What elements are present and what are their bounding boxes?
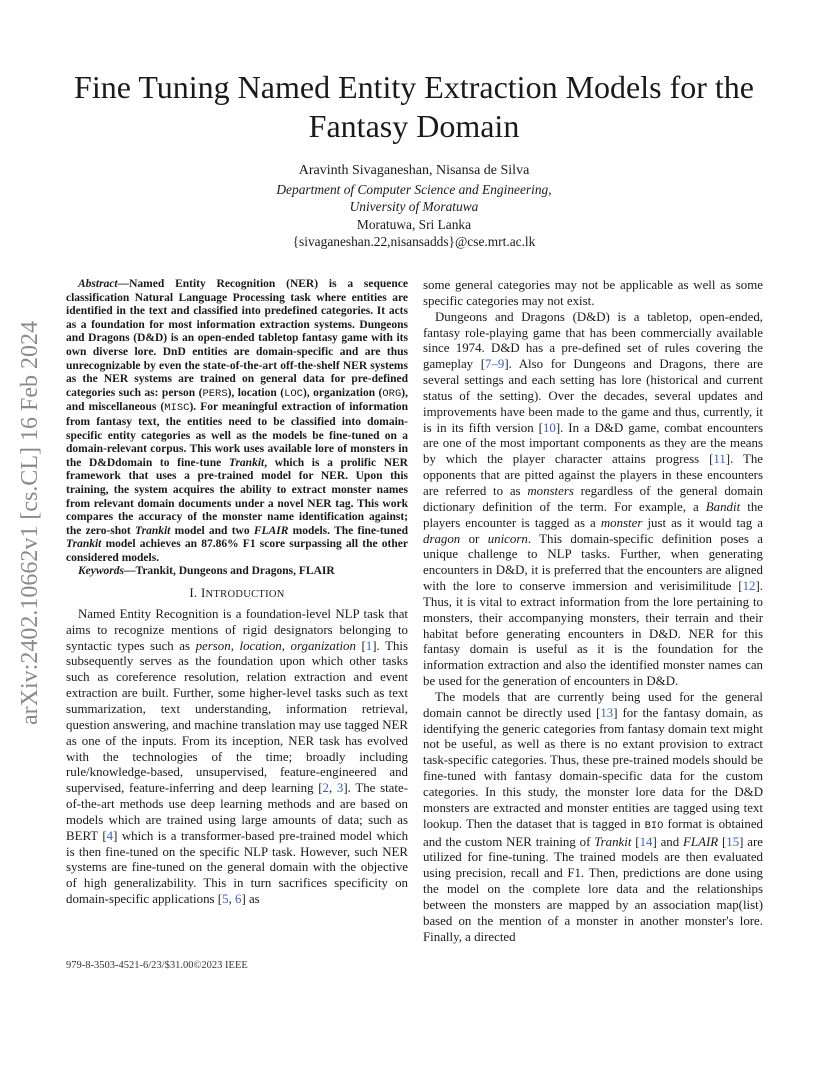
- citation-link[interactable]: 15: [726, 834, 740, 849]
- paper-title: Fine Tuning Named Entity Extraction Models for the Fantasy Domain: [74, 69, 754, 144]
- tag-pers: PERS: [202, 387, 228, 400]
- body-text: ]. In a D&D game, combat encounters are one of the most important components as they are the means by which the player character attains progress [: [423, 420, 763, 467]
- body-text: ] as: [241, 892, 260, 907]
- author-email: {sivaganeshan.22,nisansadds}@cse.mrt.ac.lk: [292, 234, 536, 249]
- body-text: Named Entity Recognition is a foundation-level NLP task that aims to recognize mentions of rigid designators belonging to syntactic types such as: [66, 606, 408, 653]
- body-text: or: [460, 531, 488, 546]
- body-text: just as it would tag a: [642, 515, 763, 530]
- body-text: the players encounter is tagged as a: [423, 499, 763, 530]
- models-paragraph: [423, 690, 763, 946]
- body-text: Dungeons and Dragons (D&D) is a tabletop, open-ended, fantasy role-playing game that has been commercially available since 1974. D&D has a pre-defined set of rules covering the gameplay [: [423, 309, 763, 372]
- abstract-text: ), and miscellaneous (: [66, 386, 408, 414]
- abstract-text: ), organization (: [302, 386, 383, 399]
- dnd-paragraph: [423, 310, 763, 690]
- body-text: ]. Thus, it is vital to extract information from the lore pertaining to monsters, their accompanying monsters, their terrain and their habitat before generating encounters in D&D. NER for this fantasy domain is useful as it is the foundation for the information extraction and also the identified monster names can be used for the generation of encounters in D&D.: [423, 579, 763, 689]
- abstract-trankit: Trankit: [135, 524, 171, 537]
- tag-loc: LOC: [284, 387, 303, 400]
- tag-misc: MISC: [164, 402, 190, 415]
- keywords-text: —Trankit, Dungeons and Dragons, FLAIR: [124, 565, 335, 578]
- abstract-text: , which is a prolific NER framework that uses a pre-trained model for NER. Upon this training, the system acquires the ability to extract monster names from relevant domain documents under a novel NER tag. This work compares the accuracy of the monster name identification against; the zero-shot: [66, 456, 408, 537]
- body-text: [: [718, 834, 727, 849]
- section-title: NTRODUCTION: [205, 589, 285, 601]
- body-text: ,: [328, 781, 337, 796]
- body-emphasis: monster: [600, 515, 643, 530]
- left-column: [66, 278, 408, 908]
- abstract-text: —Named Entity Recognition (NER) is a sequence classification Natural Language Processing task where entities are identified in the text and classified into predefined categories. It acts as a foundation for most information extraction systems. Dungeons and Dragons (D&D) is an open-ended tabletop fantasy game with its own diverse lore. DnD entities are domain-specific and are thus unrecognizable by even the state-of-the-art off-the-shelf NER systems as the NER systems are trained on general data for pre-defined categories such as: person (: [66, 278, 408, 399]
- body-emphasis: Trankit: [594, 834, 632, 849]
- copyright-footnote: 979-8-3503-4521-6/23/$31.00©2023 IEEE: [66, 960, 248, 971]
- body-text: ]. Also for Dungeons and Dragons, there are several settings and each setting has lore (historical and current status of the setting). Over the decades, several updates and improvements have been made to the game and thus, currently, it is in its fifth version [: [423, 357, 763, 435]
- body-emphasis: location: [239, 638, 282, 653]
- abstract-text: ). For meaningful extraction of information from fantasy text, the entities need to be classified into domain-specific entity categories as well as the models be fine-tuned on a domain-relevant corpus. This work uses available lore of monsters in the D&Ddomain to fine-tune: [66, 401, 408, 469]
- citation-link[interactable]: 3: [336, 781, 344, 796]
- abstract-text: ), location (: [227, 386, 285, 399]
- intro-paragraph: [66, 607, 408, 908]
- citation-link[interactable]: 11: [713, 452, 726, 467]
- citation-link[interactable]: 12: [742, 579, 756, 594]
- body-emphasis: monsters: [527, 483, 574, 498]
- citation-link[interactable]: 1: [365, 638, 373, 653]
- body-text: ] which is a transformer-based pre-trained model which is then fine-tuned on the specific NLP task. However, such NER systems are fine-tuned on the general domain with the objective of high generalizability. This in turn sacrifices specificity on domain-specific applications [: [66, 828, 409, 907]
- body-text: ]. The opponents that are pitted against the players in these encounters are referred to as: [423, 452, 764, 498]
- keywords-label: Keywords: [78, 565, 124, 578]
- abstract-label: Abstract: [78, 278, 118, 290]
- tag-org: ORG: [382, 387, 402, 400]
- citation-link[interactable]: 10: [542, 420, 556, 435]
- right-column: [423, 278, 763, 945]
- body-text: ]. The state-of-the-art methods use deep learning methods and are based on models which are trained using large amounts of data; such as BERT [: [66, 781, 409, 843]
- body-emphasis: dragon: [423, 531, 461, 546]
- author-location: Moratuwa, Sri Lanka: [356, 216, 472, 232]
- body-emphasis: organization: [290, 638, 356, 653]
- body-text: ,: [230, 638, 240, 653]
- citation-link[interactable]: 2: [322, 781, 329, 796]
- section-heading-introduction: [66, 586, 408, 603]
- body-text: [: [631, 834, 640, 849]
- abstract-paragraph: [66, 278, 408, 565]
- citation-link[interactable]: 13: [600, 705, 614, 720]
- body-emphasis: FLAIR: [683, 834, 719, 849]
- body-text: ] and: [652, 834, 684, 849]
- body-emphasis: person: [195, 638, 231, 653]
- arxiv-side-stamp: [6, 289, 54, 757]
- body-text: ] for the fantasy domain, as identifying the generic categories from fantasy domain text might not be useful, as well as there is no extant provision to extract task-specific categories. Thus, these pre-trained models should be fine-tuned with fantasy domain-specific data for the custom categories. In this study, the monster lore data for the D&D monsters are extracted and monster entities are tagged using text lookup. Then the dataset that is tagged in: [423, 705, 763, 831]
- citation-link[interactable]: 6: [234, 892, 242, 907]
- author-block: [160, 162, 668, 251]
- body-text: ,: [228, 892, 235, 907]
- citation-link[interactable]: 7–9: [485, 357, 505, 372]
- body-text: ]. This subsequently serves as the foundation upon which other tasks such as coreference resolution, relation extraction and event extraction are built. Further, some higher-level tasks such as text summarization, text understanding, information retrieval, question answering, and machine translation may use tagged NER as one of the inputs. From its inception, NER task has evolved with the technologies of the time; broadly including rule/knowledge-based, unsupervised, feature-engineered and supervised, feature-inferring and deep learning [: [66, 638, 408, 796]
- arxiv-identifier: arXiv:2402.10662v1 [cs.CL] 16 Feb 2024: [17, 321, 43, 725]
- section-number: I. I: [189, 586, 206, 601]
- body-emphasis: Bandit: [705, 499, 741, 514]
- abstract-text: model achieves an 87.86% F1 score surpassing all the other considered models.: [66, 538, 408, 564]
- bio-tag: BIO: [644, 819, 664, 832]
- abstract-text: models. The fine-tuned: [288, 524, 408, 537]
- abstract-text: model and two: [170, 524, 254, 537]
- citation-link[interactable]: 14: [639, 834, 653, 849]
- body-text: . This domain-specific definition poses a unique challenge to NLP tasks. Further, when generating encounters in D&D, it is preferred that the encounters are aligned with the lore to conserve immersion and verisimilitude [: [423, 531, 763, 594]
- keywords-line: [66, 565, 408, 579]
- body-text: ,: [281, 638, 291, 653]
- body-text: regardless of the general domain dictionary definition of the term. For example, a: [423, 483, 763, 514]
- abstract-trankit: Trankit: [66, 538, 102, 551]
- author-university: University of Moratuwa: [349, 199, 479, 214]
- body-text: format is obtained and the custom NER training of: [423, 816, 763, 849]
- author-names: Aravinth Sivaganeshan, Nisansa de Silva: [298, 163, 530, 178]
- body-emphasis: unicorn: [487, 531, 528, 546]
- citation-link[interactable]: 5: [222, 892, 229, 907]
- body-text: ] are utilized for fine-tuning. The trained models are then evaluated using precision, recall and F1. Then, predictions are done using the model on the complete lore data and the relationships between the monsters are mapped by an association map(list) based on the mention of a monster in another monster's lore. Finally, a directed: [423, 834, 763, 944]
- citation-link[interactable]: 4: [106, 828, 114, 843]
- author-department: Department of Computer Science and Engineering,: [276, 181, 552, 197]
- body-paragraph: some general categories may not be applicable as well as some specific categories may not exist.: [423, 278, 763, 308]
- body-text: The models that are currently being used for the general domain cannot be directly used [: [423, 689, 763, 720]
- abstract-flair: FLAIR: [253, 524, 289, 537]
- abstract-trankit: Trankit: [228, 456, 265, 469]
- body-text: [: [355, 638, 366, 653]
